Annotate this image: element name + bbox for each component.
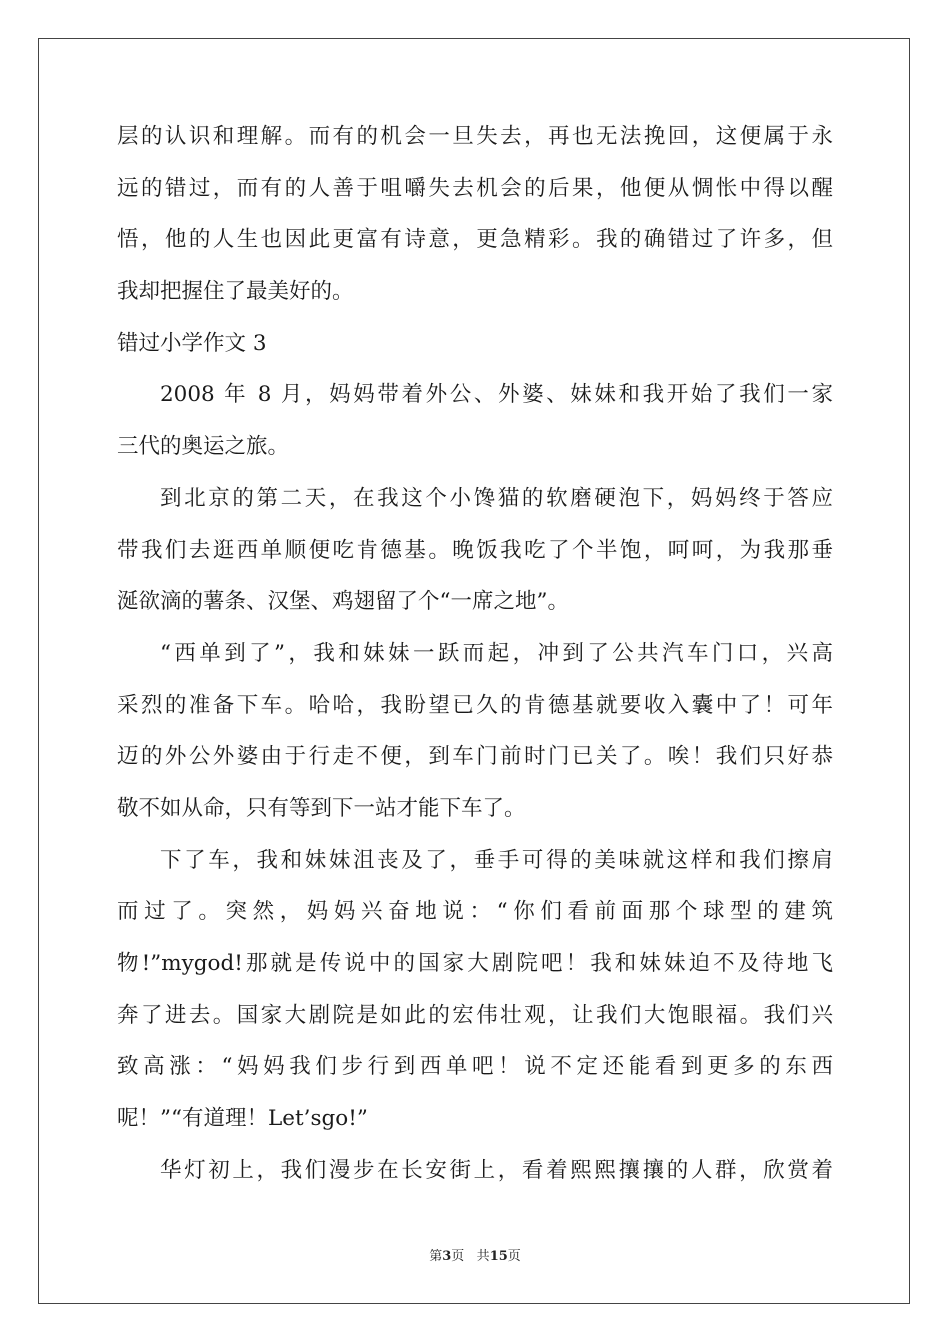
- text-line: 2008 年 8 月，妈妈带着外公、外婆、妹妹和我开始了我们一家: [160, 382, 833, 408]
- text-line: 涎欲滴的薯条、汉堡、鸡翅留了个“一席之地”。: [117, 589, 569, 615]
- footer-total-suffix: 页: [507, 1249, 521, 1264]
- total-page-count: 15: [489, 1249, 508, 1264]
- text-line: 而过了。突然，妈妈兴奋地说：“你们看前面那个球型的建筑: [117, 899, 833, 925]
- text-line: 奔了进去。国家大剧院是如此的宏伟壮观，让我们大饱眼福。我们兴: [117, 1002, 833, 1028]
- page-footer: [0, 1245, 950, 1264]
- text-line: 悟，他的人生也因此更富有诗意，更急精彩。我的确错过了许多，但: [117, 227, 833, 253]
- text-line: 致高涨：“妈妈我们步行到西单吧！说不定还能看到更多的东西: [117, 1054, 833, 1080]
- text-line: “西单到了”，我和妹妹一跃而起，冲到了公共汽车门口，兴高: [160, 640, 833, 666]
- text-line: 物!”mygod!那就是传说中的国家大剧院吧！我和妹妹迫不及待地飞: [117, 951, 833, 976]
- text-line: 下了车，我和妹妹沮丧及了，垂手可得的美味就这样和我们擦肩: [160, 847, 833, 873]
- document-body: [117, 122, 833, 1207]
- text-line: 带我们去逛西单顺便吃肯德基。晚饭我吃了个半饱，呵呵，为我那垂: [117, 537, 833, 563]
- text-line: 华灯初上，我们漫步在长安街上，看着熙熙攘攘的人群，欣赏着: [160, 1157, 833, 1183]
- text-line: 三代的奥运之旅。: [117, 434, 290, 460]
- text-line: 迈的外公外婆由于行走不便，到车门前时门已关了。唉！我们只好恭: [117, 744, 833, 770]
- text-line: 错过小学作文 3: [117, 330, 267, 356]
- current-page-number: 3: [442, 1249, 452, 1264]
- footer-prefix: 第: [429, 1249, 443, 1264]
- text-line: 我却把握住了最美好的。: [117, 279, 354, 305]
- text-line: 到北京的第二天，在我这个小馋猫的软磨硬泡下，妈妈终于答应: [160, 485, 833, 511]
- footer-total-prefix: 共: [476, 1249, 490, 1264]
- text-line: 层的认识和理解。而有的机会一旦失去，再也无法挽回，这便属于永: [117, 124, 833, 149]
- text-line: 采烈的准备下车。哈哈，我盼望已久的肯德基就要收入囊中了！可年: [117, 692, 833, 718]
- text-line: 敬不如从命，只有等到下一站才能下车了。: [117, 795, 526, 821]
- footer-page-suffix: 页: [451, 1249, 465, 1264]
- text-line: 呢！”“有道理！Let’sgo!”: [117, 1106, 368, 1132]
- text-line: 远的错过，而有的人善于咀嚼失去机会的后果，他便从惆怅中得以醒: [117, 175, 833, 201]
